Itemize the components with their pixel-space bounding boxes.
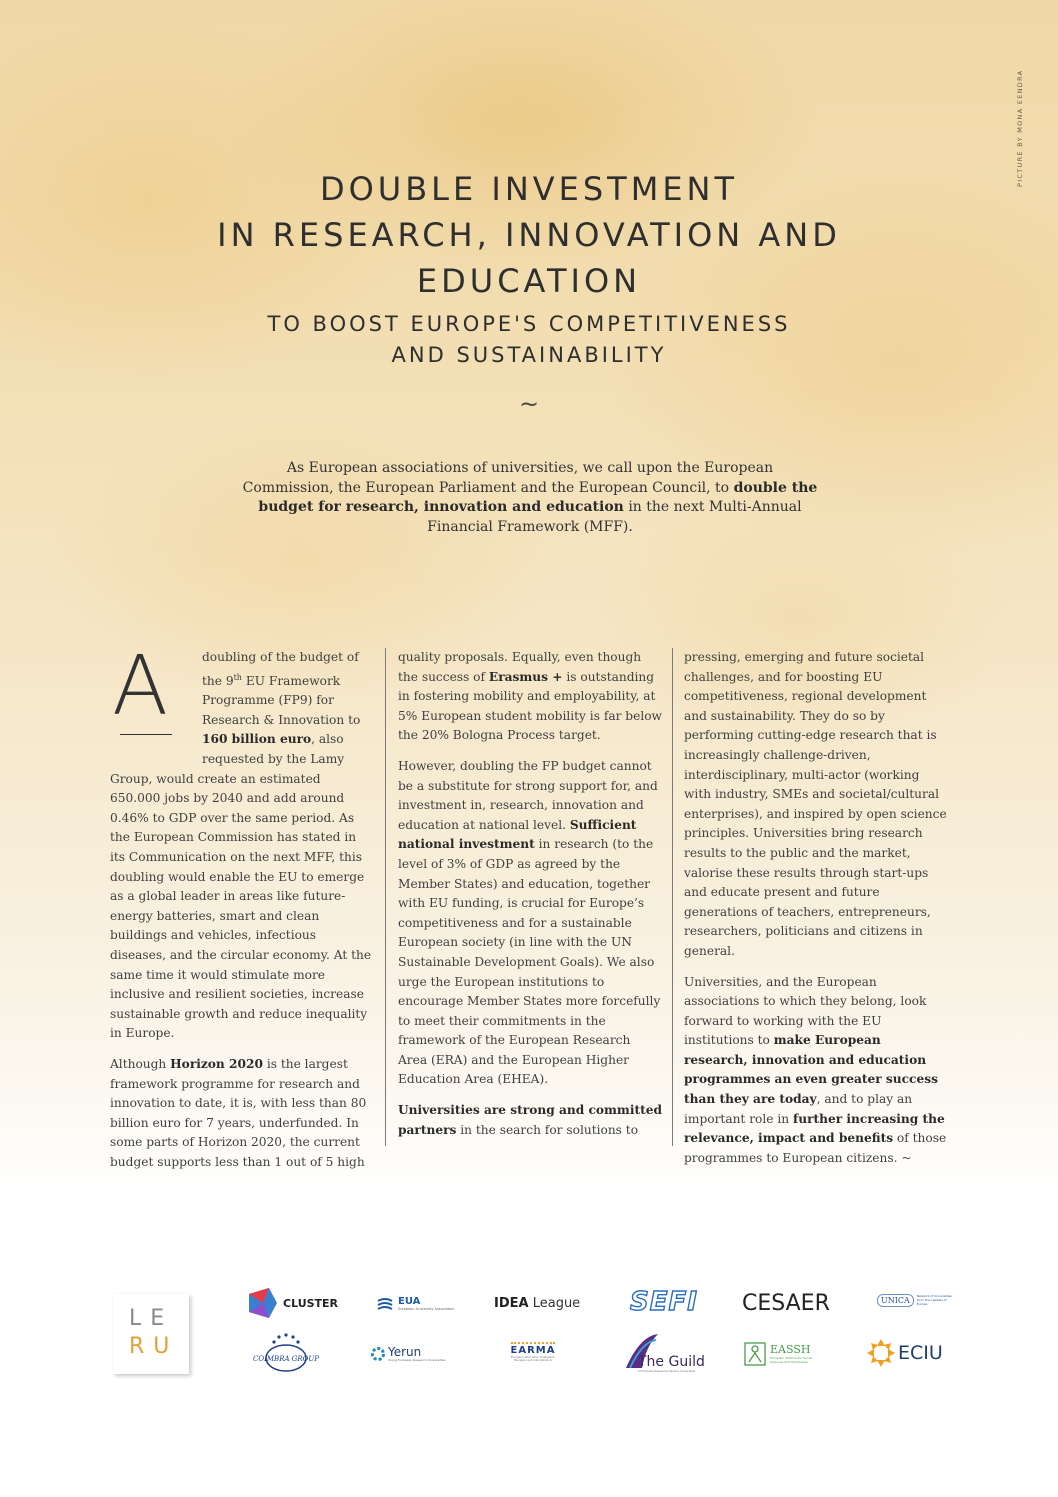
earma-logo: EARMA European Association of Research Managers and Administrators xyxy=(505,1340,561,1364)
text-column-1 xyxy=(110,639,372,1184)
page-subtitle: TO BOOST EUROPE'S COMPETITIVENESS AND SUSTAINABILITY xyxy=(267,312,791,367)
paragraph: pressing, emerging and future societal challenges, and for boosting EU competitiveness, regional development and sustainability. They do so by performing cutting-edge research that is increasingly challenge-driven, interdisciplinary, multi-actor (working with industry, SMEs and societal/cultural enterprises), and inspired by open science principles. Universities bring research results to the public and the market, valorise these results through start-ups and educate present and future generations of teachers, entrepreneurs, researchers, politicians and citizens in general. xyxy=(684,650,947,958)
eua-icon xyxy=(377,1297,393,1311)
eassh-logo: EASSH European Alliance for Social Sciences and Humanities xyxy=(744,1340,816,1368)
text-column-3 xyxy=(684,648,948,1179)
the-guild-logo: The Guild of European Research-Intensive Universities xyxy=(622,1332,700,1376)
eciu-icon xyxy=(866,1338,896,1368)
cluster-icon xyxy=(247,1286,281,1320)
sefi-logo: SEFI xyxy=(630,1287,698,1317)
tilde-ornament: ~ xyxy=(518,390,540,418)
photo-credit: PICTURE BY MONA EENDRA xyxy=(1016,69,1024,187)
paragraph: quality proposals. Equally, even though the success of Erasmus + is outstanding in fostering mobility and employability, at 5% European student mobility is far below the 20% Bologna Process target. xyxy=(398,650,662,743)
yerun-logo: Yerun Young European Research Universities xyxy=(371,1343,446,1365)
idea-league-logo: IDEA League xyxy=(494,1295,581,1311)
eassh-icon xyxy=(744,1342,766,1366)
page-title: DOUBLE INVESTMENT IN RESEARCH, INNOVATION AND EDUCATION xyxy=(217,170,841,300)
column-divider xyxy=(672,648,673,1146)
drop-cap: A xyxy=(110,648,198,756)
eciu-logo: ECIU xyxy=(866,1336,943,1370)
leru-logo: LE RU xyxy=(113,1294,189,1374)
paragraph: Universities are strong and committed partners in the search for solutions to xyxy=(398,1103,662,1137)
coimbra-text: COIMBRA GROUP xyxy=(253,1355,319,1363)
paragraph: Although Horizon 2020 is the largest framework programme for research and innovation to date, it is, with less than 80 billion euro for 7 years, underfunded. In some parts of Horizon 2020, the current budget supports less than 1 out of 5 high xyxy=(110,1056,367,1169)
column-divider xyxy=(385,648,386,1146)
cesaer-logo: CESAER xyxy=(742,1290,830,1316)
eua-logo: EUA European University Association xyxy=(377,1294,454,1314)
coimbra-icon xyxy=(253,1332,319,1374)
cluster-logo: CLUSTER xyxy=(247,1286,338,1320)
coimbra-group-logo xyxy=(253,1332,319,1374)
yerun-icon xyxy=(371,1347,385,1361)
paragraph: Universities, and the European associations to which they belong, look forward to working with the EU institutions to make European research, innovation and education programmes an even greater success than they are today, and to play an important role in further increasing the relevance, impact and benefits of those programmes to European citizens. ~ xyxy=(684,974,947,1165)
unica-logo: UNICA Network of Universities from the Capitals of Europe xyxy=(877,1291,957,1309)
paragraph: However, doubling the FP budget cannot be a substitute for strong support for, and investment in, research, innovation and education at national level. Sufficient national investment in research (to the level of 3% of GDP as agreed by the Member States) and education, together with EU funding, is crucial for Europe’s competitiveness and for a sustainable European society (in line with the UN Sustainable Development Goals). We also urge the European institutions to encourage Member States more forcefully to meet their commitments in the framework of the European Research Area (ERA) and the European Higher Education Area (EHEA). xyxy=(398,758,661,1087)
intro-paragraph: As European associations of universities, we call upon the European Commission, the European Parliament and the European Council, to double the budget for research, innovation and education in the next Multi-Annual Financial Framework (MFF). xyxy=(242,460,818,535)
text-column-2 xyxy=(398,648,662,1151)
paragraph: doubling of the budget of the 9th EU Framework Programme (FP9) for Research & Innovation to 160 billion euro, also requested by the Lamy Group, would create an estimated 650.000 jobs by 2040 and add around 0.46% to GDP over the same period. As the European Commission has stated in its Communication on the next MFF, this doubling would enable the EU to emerge as a global leader in areas like future-energy batteries, smart and clean buildings and vehicles, infectious diseases, and the circular economy. At the same time it would stimulate more inclusive and resilient societies, increase sustainable growth and reduce inequality in Europe. xyxy=(110,650,372,1041)
